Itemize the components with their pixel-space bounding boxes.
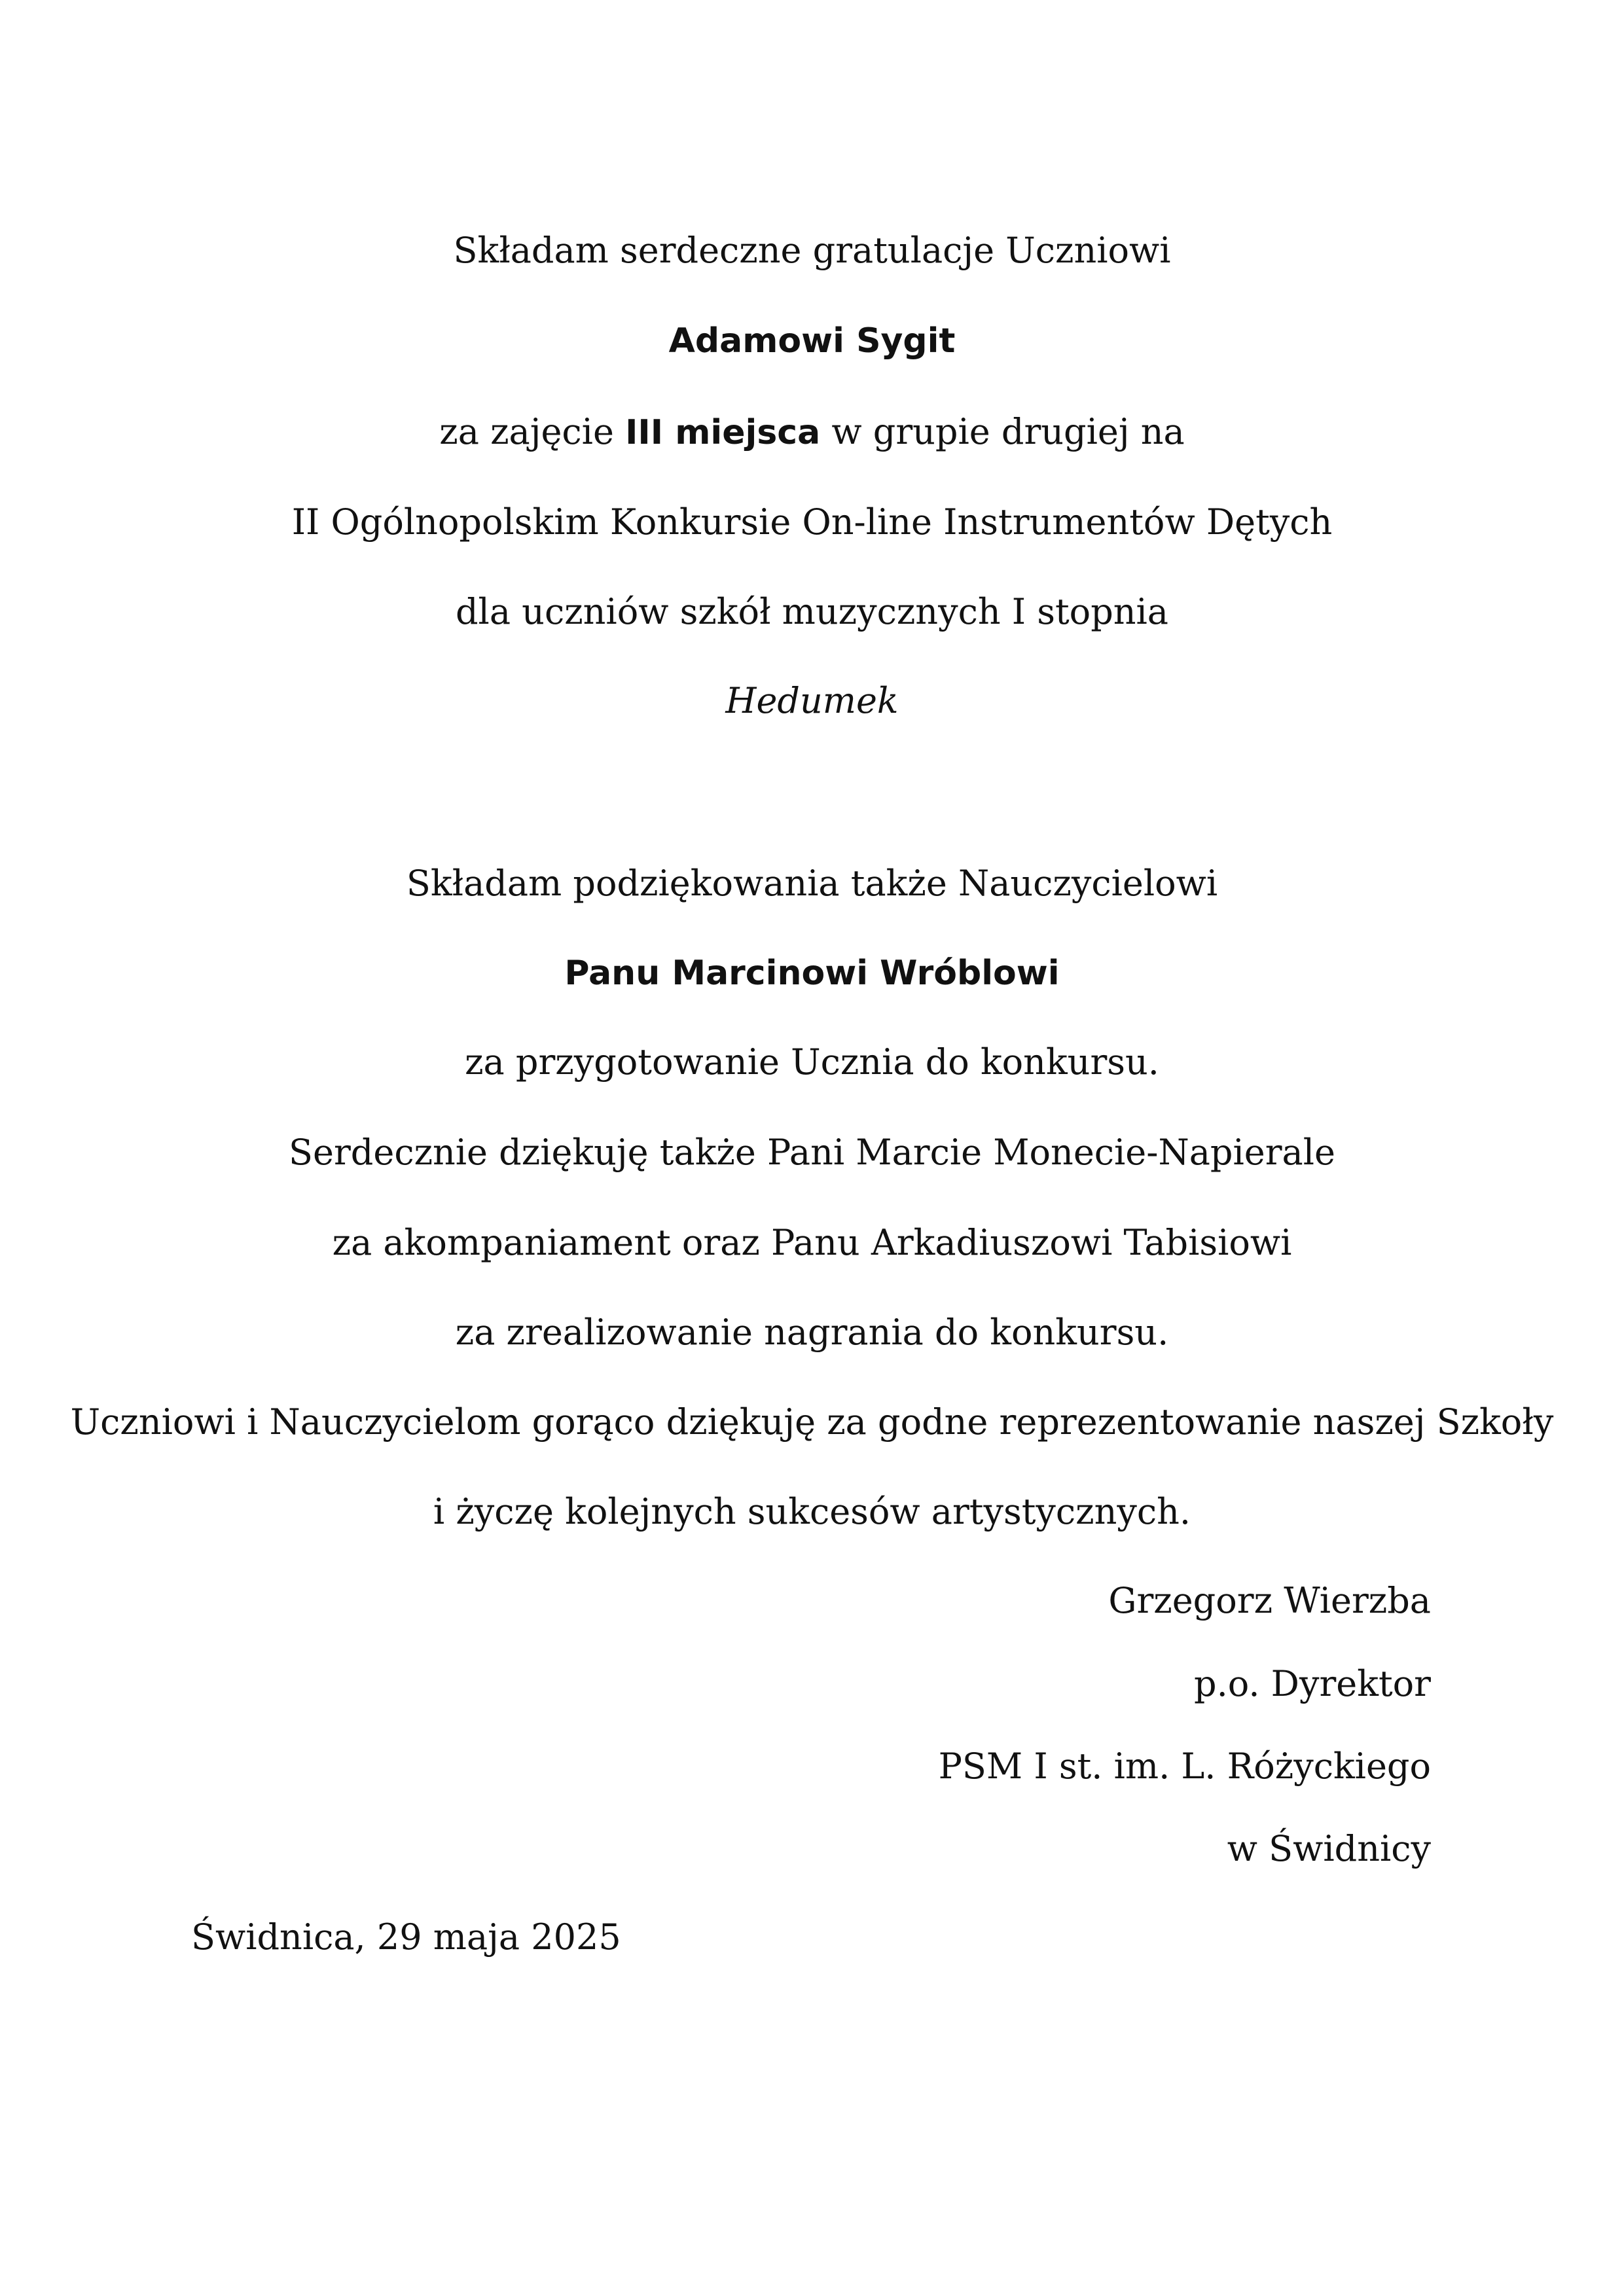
thanks-line-4: za zrealizowanie nagrania do konkursu.: [455, 1312, 1169, 1353]
thanks-intro: Składam podziękowania także Nauczycielowi: [406, 863, 1218, 904]
place-line: [0, 409, 1624, 456]
signature-name: Grzegorz Wierzba: [1108, 1580, 1431, 1621]
thanks-line-2: Serdecznie dziękuję także Pani Marcie Monecie-Napierale: [289, 1132, 1335, 1173]
place-prefix: za zajęcie: [439, 411, 626, 452]
competition-audience: dla uczniów szkół muzycznych I stopnia: [455, 591, 1169, 632]
thanks-line-5: Uczniowi i Nauczycielom gorąco dziękuję za godne reprezentowanie naszej Szkoły: [70, 1401, 1554, 1443]
place-value: III miejsca: [625, 413, 821, 452]
thanks-line-1: za przygotowanie Ucznia do konkursu.: [465, 1041, 1159, 1083]
document-date: Świdnica, 29 maja 2025: [191, 1916, 621, 1958]
thanks-line-3: za akompaniament oraz Panu Arkadiuszowi Tabisiowi: [332, 1222, 1292, 1263]
signature-city: w Świdnicy: [1227, 1828, 1431, 1869]
teacher-name: Panu Marcinowi Wróblowi: [564, 954, 1060, 993]
competition-name: II Ogólnopolskim Konkursie On-line Instrumentów Dętych: [291, 501, 1333, 543]
thanks-line-6: i życzę kolejnych sukcesów artystycznych.: [433, 1491, 1191, 1532]
congrats-intro: Składam serdeczne gratulacje Uczniowi: [453, 230, 1171, 271]
piece-title: Hedumek: [725, 680, 899, 721]
signature-school: PSM I st. im. L. Różyckiego: [938, 1746, 1431, 1787]
place-suffix: w grupie drugiej na: [820, 411, 1185, 452]
signature-role: p.o. Dyrektor: [1194, 1663, 1431, 1704]
student-name: Adamowi Sygit: [668, 321, 956, 361]
